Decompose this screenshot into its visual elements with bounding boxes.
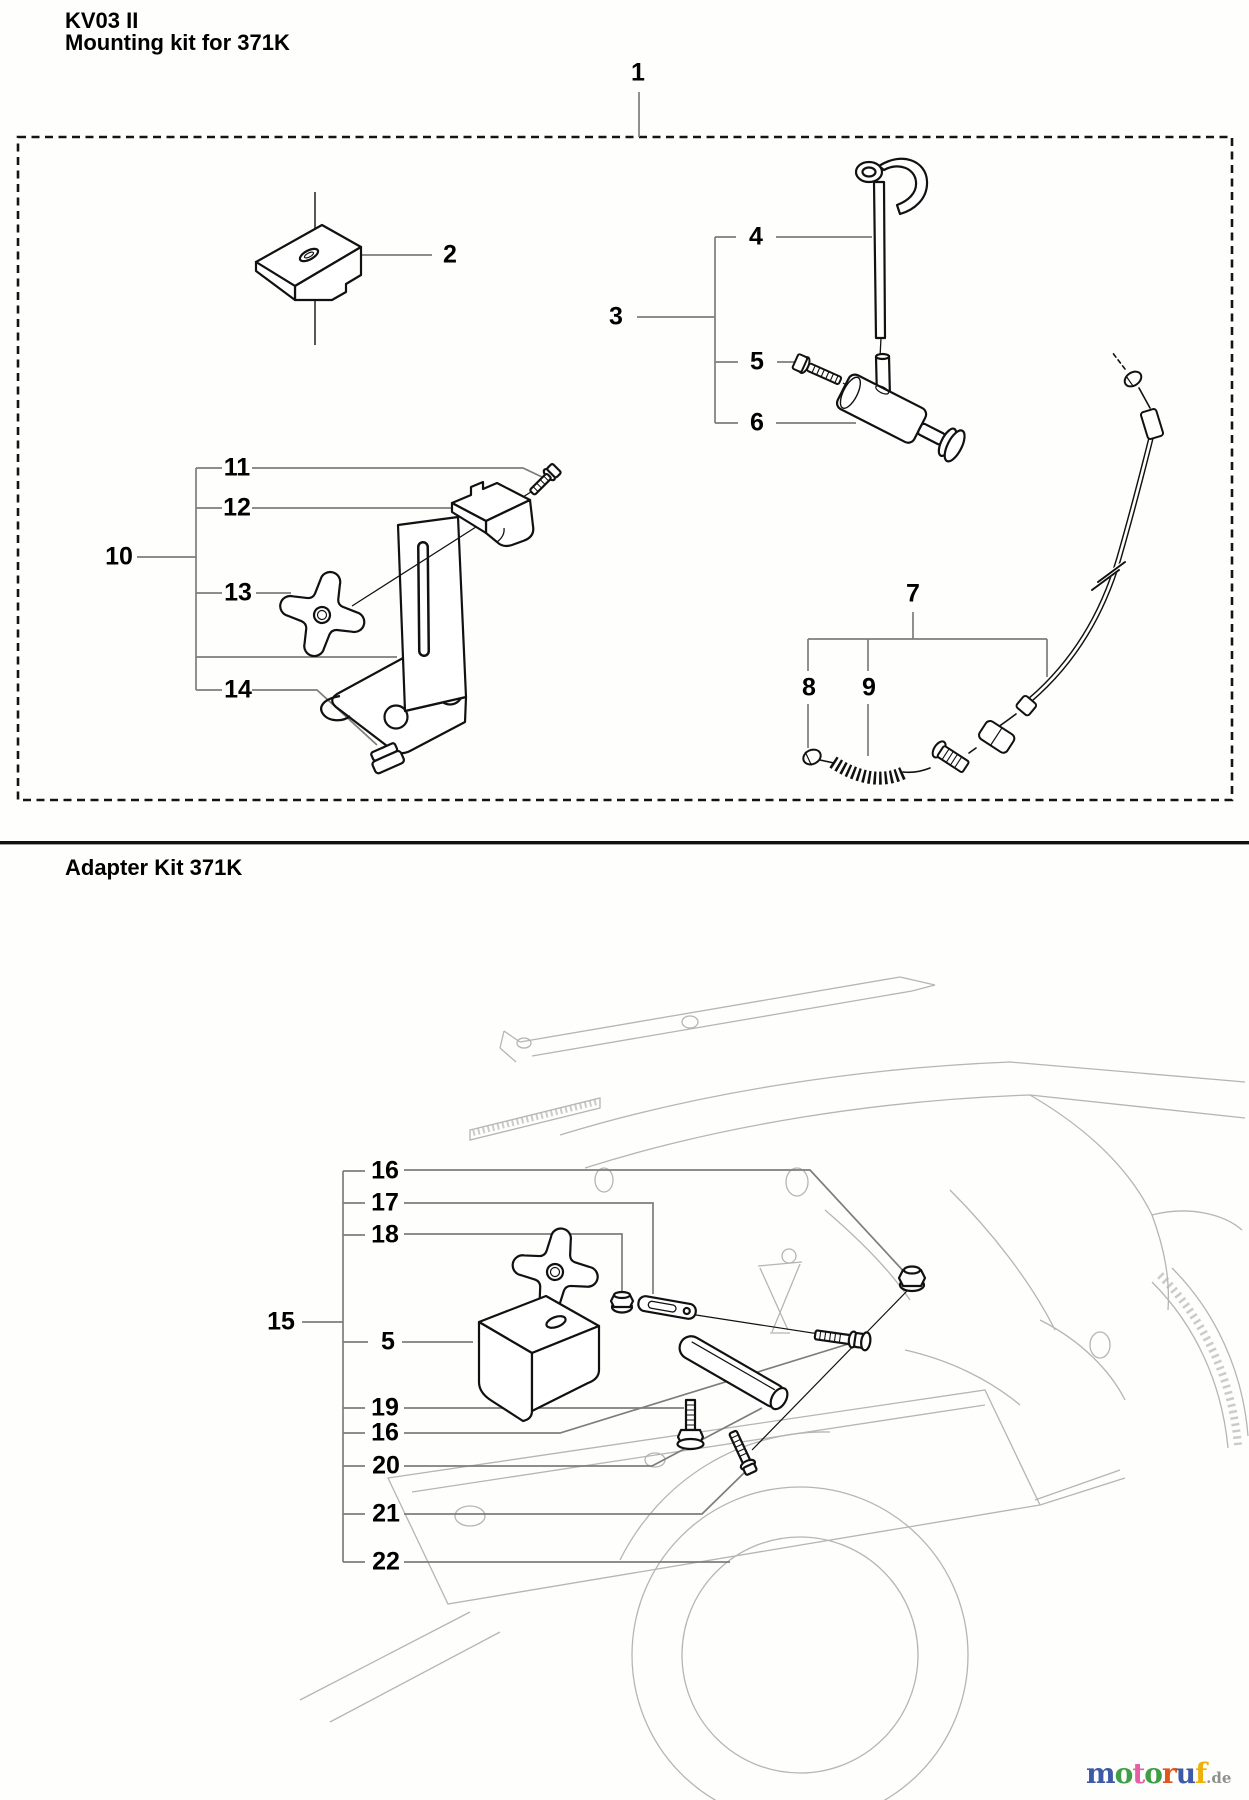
- adapter-kit-parts: [479, 1221, 925, 1476]
- part-12-notched-clamp: [452, 482, 533, 546]
- part-2-clamp-plate: [256, 192, 361, 345]
- part-5-screw: [792, 353, 844, 388]
- watermark-letter: t: [1132, 1757, 1145, 1790]
- callout-7: 7: [906, 579, 920, 608]
- callout-22: 22: [372, 1547, 400, 1576]
- callout-14: 14: [224, 675, 252, 704]
- callout-16a: 16: [371, 1156, 399, 1185]
- adapter-part-5-clamp: [479, 1296, 599, 1421]
- watermark-letter: o: [1144, 1757, 1162, 1790]
- part-6-plunger-body: [835, 354, 970, 466]
- adapter-part-16-nut: [899, 1267, 925, 1292]
- callout-10: 10: [105, 542, 133, 571]
- adapter-part-18-nut: [611, 1292, 633, 1313]
- callout-5: 5: [750, 347, 764, 376]
- callout-11: 11: [223, 453, 251, 482]
- callout-13: 13: [224, 578, 252, 607]
- section-separator: [0, 841, 1249, 844]
- callout-19: 19: [371, 1393, 399, 1422]
- adapter-part-17-lever: [637, 1295, 697, 1320]
- callout-5b: 5: [381, 1327, 395, 1356]
- watermark-word: [1086, 1757, 1206, 1790]
- part-13-star-knob: [270, 562, 374, 666]
- watermark-suffix: .de: [1206, 1769, 1232, 1787]
- callout-1: 1: [631, 58, 645, 87]
- callout-12: 12: [223, 493, 251, 522]
- callout-20: 20: [372, 1451, 400, 1480]
- callout-18: 18: [371, 1220, 399, 1249]
- callout-17: 17: [371, 1188, 399, 1217]
- callout-16b: 16: [371, 1418, 399, 1447]
- watermark-letter: o: [1114, 1757, 1133, 1790]
- kit-code-title: KV03 II: [65, 8, 139, 33]
- part-4-hook-rod: [856, 159, 927, 357]
- callout-21: 21: [372, 1499, 400, 1528]
- callout-4: 4: [749, 222, 763, 251]
- callout-15: 15: [267, 1307, 295, 1336]
- adapter-part-16-screw: [814, 1325, 871, 1351]
- adapter-kit-title: Adapter Kit 371K: [65, 855, 243, 880]
- callout-8: 8: [802, 673, 816, 702]
- kit-name-title: Mounting kit for 371K: [65, 30, 290, 55]
- part-11-screw: [527, 463, 562, 498]
- callout-3: 3: [609, 302, 623, 331]
- callout-2: 2: [443, 240, 457, 269]
- part-10-bracket-assembly: [270, 463, 561, 775]
- watermark-letter: r: [1161, 1757, 1176, 1790]
- callout-9: 9: [862, 673, 876, 702]
- watermark-letter: f: [1195, 1757, 1207, 1790]
- motoruf-watermark: [1086, 1757, 1231, 1790]
- callout-6: 6: [750, 408, 764, 437]
- watermark-letter: u: [1175, 1757, 1196, 1790]
- watermark-letter: m: [1086, 1757, 1115, 1790]
